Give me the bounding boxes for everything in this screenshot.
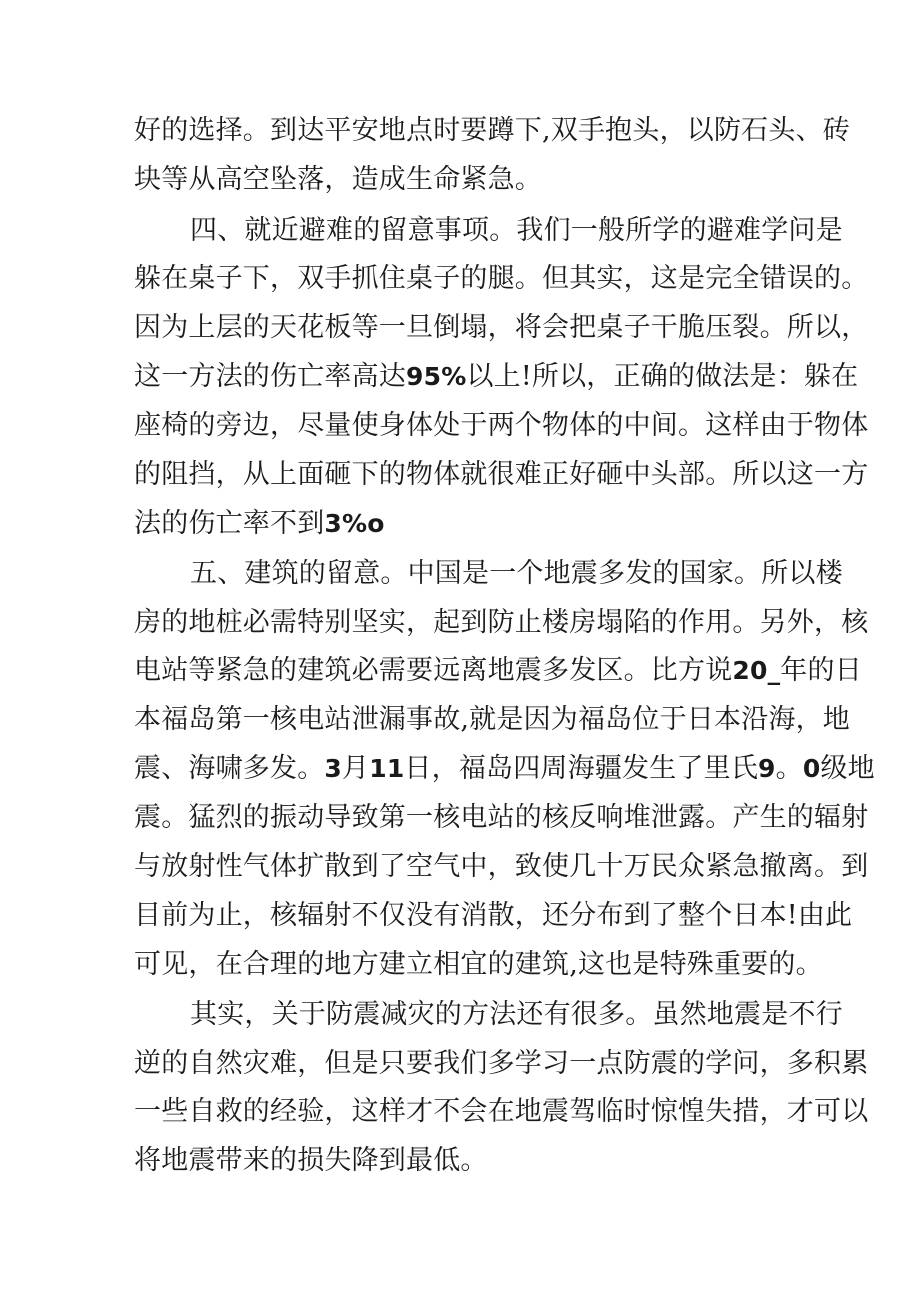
line-text: 其实，关于防震减灾的方法还有很多。虽然地震是不行 — [190, 999, 843, 1030]
paragraph-line — [134, 403, 869, 449]
line-text: 以上!所以，正确的做法是：躲在 — [466, 361, 859, 392]
line-text: 将地震带来的损失降到最低。 — [134, 1145, 488, 1176]
paragraph-line — [134, 942, 823, 988]
line-text: 躲在桌子下，双手抓住桌子的腿。但其实，这是完全错误的。 — [134, 263, 869, 294]
paragraph-line — [134, 354, 859, 400]
paragraph-line — [134, 844, 869, 890]
paragraph-line — [134, 108, 850, 154]
paragraph-first-line — [190, 208, 843, 254]
line-number: 3%o — [324, 509, 385, 538]
line-text: 的阻挡，从上面砸下的物体就很难正好砸中头部。所以这一方 — [134, 459, 869, 490]
paragraph-line — [134, 256, 869, 302]
line-text: 月 — [342, 753, 370, 784]
line-text: 震、海啸多发。 — [134, 753, 325, 784]
paragraph-first-line — [190, 551, 843, 597]
line-text: 震。猛烈的振动导致第一核电站的核反响堆泄露。产生的辐射 — [134, 802, 869, 833]
line-text: 逆的自然灾难，但是只要我们多学习一点防震的学问，多积累 — [134, 1048, 869, 1079]
paragraph-line — [134, 305, 869, 351]
paragraph-line — [134, 697, 850, 743]
line-text: 日，福岛四周海疆发生了里氏 — [404, 753, 759, 784]
paragraph-line — [134, 893, 853, 939]
line-text: 与放射性气体扩散到了空气中，致使几十万民众紧急撤离。到 — [134, 851, 869, 882]
paragraph-line — [134, 600, 869, 646]
line-number: 11 — [369, 754, 405, 783]
line-text: 五、建筑的留意。中国是一个地震多发的国家。所以楼 — [190, 558, 843, 589]
paragraph-line — [134, 157, 794, 203]
line-text: 房的地桩必需特别坚实，起到防止楼房塌陷的作用。另外，核 — [134, 607, 869, 638]
paragraph-line — [134, 1041, 869, 1087]
paragraph-line — [134, 1138, 794, 1184]
line-text: 四、就近避难的留意事项。我们一般所学的避难学问是 — [190, 215, 843, 246]
line-text: 块等从高空坠落，造成生命紧急。 — [134, 164, 542, 195]
line-text: 本福岛第一核电站泄漏事故,就是因为福岛位于日本沿海，地 — [134, 704, 850, 735]
line-text: 年的日 — [780, 655, 862, 686]
line-number: 0 — [802, 754, 821, 783]
line-number: 95% — [406, 362, 467, 391]
line-text: 因为上层的天花板等一旦倒塌，将会把桌子干脆压裂。所以， — [134, 312, 869, 343]
line-text: 这一方法的伤亡率高达 — [134, 361, 406, 392]
line-text: 级地 — [820, 753, 875, 784]
paragraph-line — [134, 795, 869, 841]
line-text: 一些自救的经验，这样才不会在地震驾临时惊惶失措，才可以 — [134, 1096, 869, 1127]
line-text: 法的伤亡率不到 — [134, 508, 325, 539]
line-text: 座椅的旁边，尽量使身体处于两个物体的中间。这样由于物体 — [134, 410, 869, 441]
paragraph-first-line — [190, 992, 843, 1038]
line-number: 20_ — [732, 656, 781, 685]
paragraph-line — [134, 746, 875, 792]
paragraph-line — [134, 1089, 869, 1135]
line-number: 3 — [324, 754, 343, 783]
line-text: 可见，在合理的地方建立相宜的建筑,这也是特殊重要的。 — [134, 949, 823, 980]
line-text: 目前为止，核辐射不仅没有消散，还分布到了整个日本!由此 — [134, 900, 853, 931]
paragraph-line — [134, 501, 794, 547]
paragraph-line — [134, 648, 862, 694]
line-number: 9 — [758, 754, 776, 783]
line-text: 电站等紧急的建筑必需要远离地震多发区。比方说 — [134, 655, 733, 686]
line-text: 好的选择。到达平安地点时要蹲下,双手抱头，以防石头、砖 — [134, 115, 850, 146]
line-text: 。 — [775, 753, 803, 784]
paragraph-line — [134, 452, 869, 498]
